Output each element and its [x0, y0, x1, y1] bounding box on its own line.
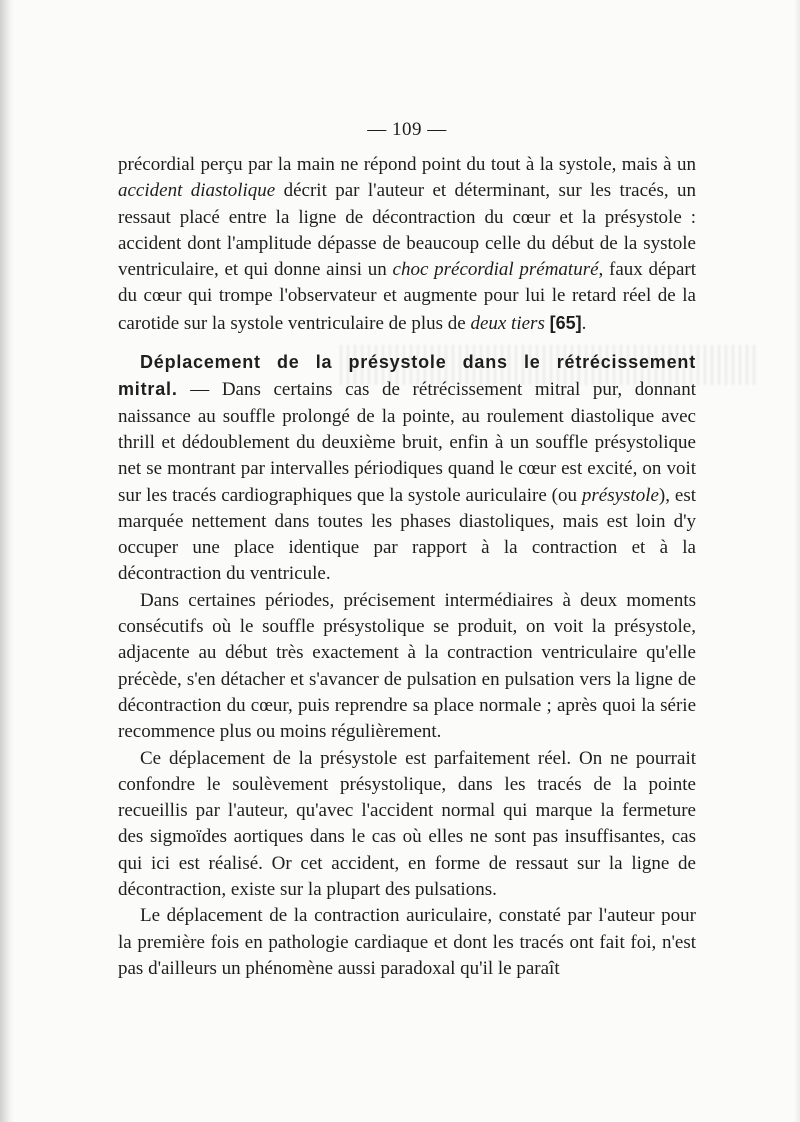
p2-text-1: — Dans certains cas de rétrécissement mitral pur, donnant naissance au souffle prolongé de la pointe, au roulement diastolique avec thrill et dédoublement du deuxième bruit, enfin à un souffle présystolique net se montrant par intervalles périodiques quand le cœur est excité, on voit sur les tracés cardiographiques que la systole auriculaire (ou [118, 379, 696, 506]
page-number: — 109 — [367, 119, 447, 140]
page-body [118, 115, 696, 982]
p1-italic-choc-precordial: choc précordial prématuré [392, 259, 599, 281]
paragraph-2 [118, 349, 696, 588]
scan-shadow-right [794, 0, 800, 1122]
p1-text-3: , faux départ du cœur qui trompe l'observateur et augmente pour lui le retard réel de la carotide sur la systole ventriculaire de plus de [118, 259, 696, 334]
p1-text-2: décrit par l'auteur et déterminant, sur les tracés, un ressaut placé entre la ligne de décontraction du cœur et la présystole : accident dont l'amplitude dépasse de beaucoup celle du début de la systole ventriculaire, et qui donne ainsi un [118, 180, 696, 281]
scan-shadow-left [0, 0, 14, 1122]
reference-65: [65] [549, 312, 582, 333]
p1-text-5: . [581, 312, 587, 334]
paragraph-4: Ce déplacement de la présystole est parfaitement réel. On ne pourrait confondre le soulèvement présystolique, dans les tracés de la pointe recueillis par l'auteur, qu'avec l'accident normal qui marque la fermeture des sigmoïdes aortiques dans le cas où elles ne sont pas insuffisantes, cas qui ici est réalisé. Or cet accident, en forme de ressaut sur la ligne de décontraction, existe sur la plupart des pulsations. [118, 747, 696, 901]
section-heading-deplacement-presystole: Déplacement de la présystole dans le rétrécissement mitral. [118, 352, 696, 400]
paragraph-5: Le déplacement de la contraction auriculaire, constaté par l'auteur pour la première fois en pathologie cardiaque et dont les tracés ont fait foi, n'est pas d'ailleurs un phénomène aussi paradoxal qu'il le paraît [118, 905, 696, 979]
p1-italic-deux-tiers: deux tiers [470, 312, 545, 334]
p1-italic-accident-diastolique: accident diastolique [118, 180, 276, 202]
p2-text-2: ), est marquée nettement dans toutes les phases diastoliques, mais est loin d'y occuper une place identique par rapport à la contraction et à la décontraction du ventricule. [118, 484, 696, 585]
paragraph-1 [118, 152, 696, 337]
paragraph-3: Dans certaines périodes, précisement intermédiaires à deux moments consécutifs où le souffle présystolique se produit, on voit la présystole, adjacente au début très exactement à la contraction ventriculaire qu'elle précède, s'en détacher et s'avancer de pulsation en pulsation vers la ligne de décontraction du cœur, puis reprendre sa place normale ; après quoi la série recommence plus ou moins régulièrement. [118, 589, 696, 743]
p1-text-1: précordial perçu par la main ne répond point du tout à la systole, mais à un [118, 154, 696, 175]
p2-italic-presystole: présystole [581, 484, 659, 506]
